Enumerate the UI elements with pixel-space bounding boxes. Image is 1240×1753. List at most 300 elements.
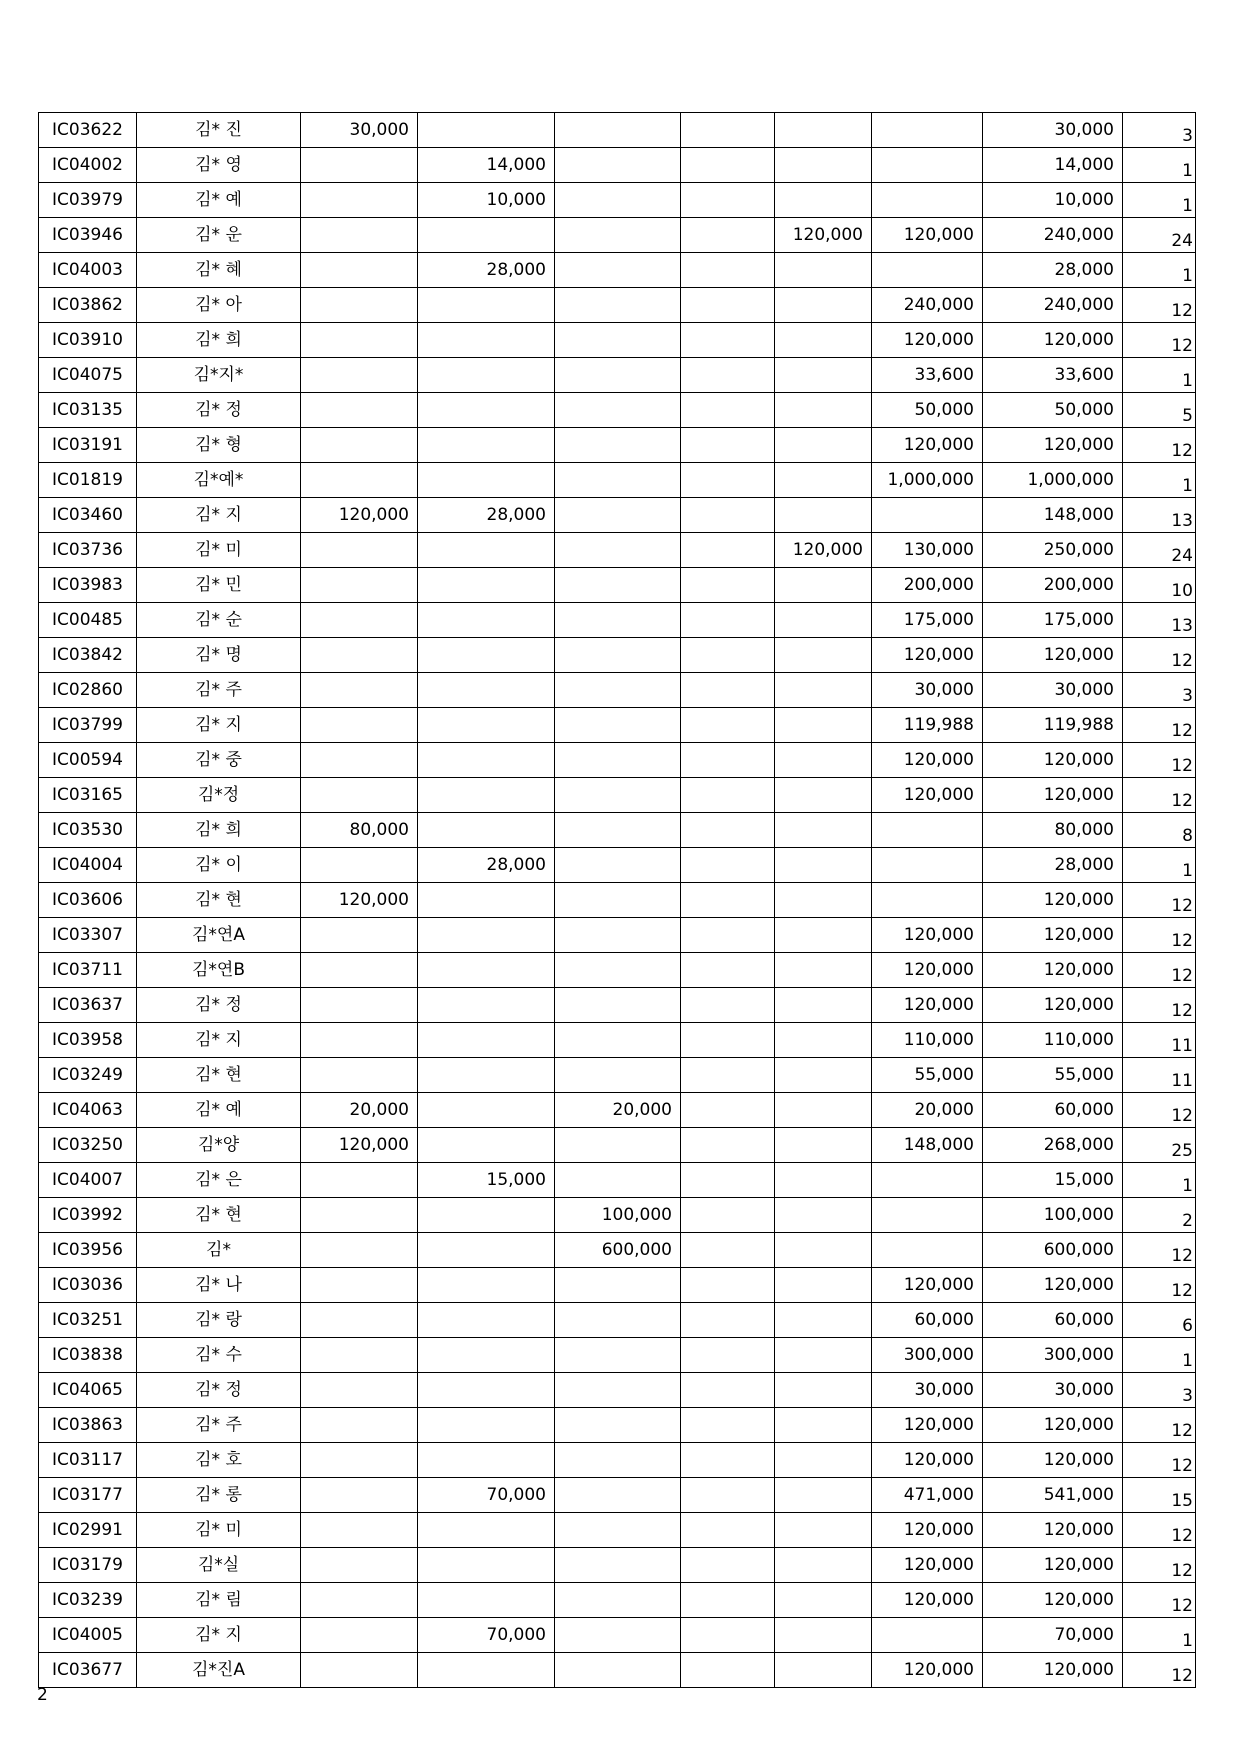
amount-cell-4 (681, 883, 775, 918)
amount-cell-3 (555, 813, 681, 848)
amount-cell-4 (681, 1058, 775, 1093)
amount-cell-3 (555, 1338, 681, 1373)
table-row (39, 533, 1196, 568)
amount-cell-6: 20,000 (872, 1093, 983, 1128)
table-row (39, 1338, 1196, 1373)
count-cell: 1 (1123, 1338, 1196, 1373)
amount-cell-5 (775, 1513, 872, 1548)
count-cell: 12 (1123, 323, 1196, 358)
amount-cell-4 (681, 1093, 775, 1128)
donation-table (38, 112, 1196, 1688)
name-cell: 김* 현 (137, 1198, 301, 1233)
amount-cell-3 (555, 1513, 681, 1548)
amount-cell-4 (681, 603, 775, 638)
total-cell: 14,000 (983, 148, 1123, 183)
amount-cell-5 (775, 848, 872, 883)
amount-cell-3 (555, 253, 681, 288)
amount-cell-6: 120,000 (872, 1513, 983, 1548)
amount-cell-4 (681, 113, 775, 148)
amount-cell-6: 300,000 (872, 1338, 983, 1373)
total-cell: 15,000 (983, 1163, 1123, 1198)
amount-cell-1 (301, 848, 418, 883)
amount-cell-5 (775, 778, 872, 813)
amount-cell-2 (418, 1268, 555, 1303)
amount-cell-5 (775, 358, 872, 393)
table-row (39, 148, 1196, 183)
amount-cell-5 (775, 1303, 872, 1338)
table-row (39, 778, 1196, 813)
name-cell: 김* 현 (137, 1058, 301, 1093)
amount-cell-5 (775, 1653, 872, 1688)
name-cell: 김* 주 (137, 673, 301, 708)
amount-cell-6: 120,000 (872, 743, 983, 778)
amount-cell-5 (775, 428, 872, 463)
count-cell: 12 (1123, 1443, 1196, 1478)
name-cell: 김* 중 (137, 743, 301, 778)
table-row (39, 358, 1196, 393)
amount-cell-3 (555, 1653, 681, 1688)
amount-cell-2 (418, 883, 555, 918)
amount-cell-3 (555, 1548, 681, 1583)
amount-cell-5: 120,000 (775, 218, 872, 253)
amount-cell-1 (301, 778, 418, 813)
amount-cell-3 (555, 533, 681, 568)
name-cell: 김*양 (137, 1128, 301, 1163)
amount-cell-1 (301, 743, 418, 778)
amount-cell-5 (775, 113, 872, 148)
total-cell: 100,000 (983, 1198, 1123, 1233)
count-cell: 1 (1123, 848, 1196, 883)
id-cell: IC03622 (39, 113, 137, 148)
table-row (39, 1583, 1196, 1618)
amount-cell-1 (301, 358, 418, 393)
amount-cell-4 (681, 358, 775, 393)
id-cell: IC03956 (39, 1233, 137, 1268)
amount-cell-2 (418, 1513, 555, 1548)
table-row (39, 113, 1196, 148)
name-cell: 김*정 (137, 778, 301, 813)
amount-cell-2 (418, 533, 555, 568)
amount-cell-5 (775, 148, 872, 183)
name-cell: 김* 정 (137, 988, 301, 1023)
id-cell: IC01819 (39, 463, 137, 498)
amount-cell-6 (872, 1233, 983, 1268)
total-cell: 120,000 (983, 1268, 1123, 1303)
count-cell: 24 (1123, 533, 1196, 568)
count-cell: 5 (1123, 393, 1196, 428)
amount-cell-3 (555, 1373, 681, 1408)
count-cell: 25 (1123, 1128, 1196, 1163)
table-row (39, 1163, 1196, 1198)
amount-cell-1 (301, 1653, 418, 1688)
amount-cell-6: 120,000 (872, 988, 983, 1023)
amount-cell-4 (681, 1653, 775, 1688)
count-cell: 12 (1123, 1653, 1196, 1688)
amount-cell-2: 28,000 (418, 253, 555, 288)
id-cell: IC04005 (39, 1618, 137, 1653)
count-cell: 12 (1123, 1513, 1196, 1548)
table-row (39, 288, 1196, 323)
amount-cell-2 (418, 1338, 555, 1373)
table-row (39, 218, 1196, 253)
name-cell: 김* 순 (137, 603, 301, 638)
count-cell: 1 (1123, 183, 1196, 218)
amount-cell-6: 130,000 (872, 533, 983, 568)
amount-cell-1 (301, 533, 418, 568)
id-cell: IC03799 (39, 708, 137, 743)
amount-cell-6: 60,000 (872, 1303, 983, 1338)
total-cell: 600,000 (983, 1233, 1123, 1268)
name-cell: 김* 호 (137, 1443, 301, 1478)
amount-cell-5 (775, 1408, 872, 1443)
amount-cell-3 (555, 393, 681, 428)
amount-cell-1 (301, 1443, 418, 1478)
count-cell: 12 (1123, 708, 1196, 743)
amount-cell-2 (418, 918, 555, 953)
amount-cell-5 (775, 743, 872, 778)
amount-cell-4 (681, 673, 775, 708)
amount-cell-6: 120,000 (872, 1408, 983, 1443)
count-cell: 1 (1123, 1618, 1196, 1653)
id-cell: IC03250 (39, 1128, 137, 1163)
amount-cell-2 (418, 1303, 555, 1338)
amount-cell-2: 28,000 (418, 498, 555, 533)
name-cell: 김*지* (137, 358, 301, 393)
table-row (39, 708, 1196, 743)
amount-cell-4 (681, 1373, 775, 1408)
amount-cell-2 (418, 1093, 555, 1128)
amount-cell-6: 120,000 (872, 428, 983, 463)
total-cell: 30,000 (983, 1373, 1123, 1408)
total-cell: 30,000 (983, 113, 1123, 148)
total-cell: 120,000 (983, 883, 1123, 918)
id-cell: IC04065 (39, 1373, 137, 1408)
amount-cell-3 (555, 498, 681, 533)
total-cell: 55,000 (983, 1058, 1123, 1093)
count-cell: 12 (1123, 1408, 1196, 1443)
table-row (39, 883, 1196, 918)
total-cell: 240,000 (983, 288, 1123, 323)
amount-cell-6: 30,000 (872, 673, 983, 708)
amount-cell-3 (555, 463, 681, 498)
table-row (39, 1513, 1196, 1548)
count-cell: 12 (1123, 1548, 1196, 1583)
amount-cell-2 (418, 463, 555, 498)
amount-cell-3 (555, 1618, 681, 1653)
amount-cell-6: 120,000 (872, 1583, 983, 1618)
amount-cell-1 (301, 1373, 418, 1408)
id-cell: IC03979 (39, 183, 137, 218)
total-cell: 50,000 (983, 393, 1123, 428)
table-row (39, 1618, 1196, 1653)
id-cell: IC03307 (39, 918, 137, 953)
amount-cell-2 (418, 1233, 555, 1268)
amount-cell-4 (681, 323, 775, 358)
total-cell: 120,000 (983, 1513, 1123, 1548)
id-cell: IC03862 (39, 288, 137, 323)
table-row (39, 848, 1196, 883)
amount-cell-6: 119,988 (872, 708, 983, 743)
id-cell: IC03179 (39, 1548, 137, 1583)
name-cell: 김* 희 (137, 323, 301, 358)
amount-cell-1 (301, 1233, 418, 1268)
amount-cell-5 (775, 638, 872, 673)
amount-cell-3: 20,000 (555, 1093, 681, 1128)
amount-cell-2 (418, 953, 555, 988)
amount-cell-6: 120,000 (872, 218, 983, 253)
total-cell: 70,000 (983, 1618, 1123, 1653)
id-cell: IC00485 (39, 603, 137, 638)
id-cell: IC03460 (39, 498, 137, 533)
id-cell: IC03992 (39, 1198, 137, 1233)
total-cell: 120,000 (983, 953, 1123, 988)
amount-cell-3 (555, 603, 681, 638)
count-cell: 12 (1123, 1233, 1196, 1268)
id-cell: IC00594 (39, 743, 137, 778)
table-row (39, 183, 1196, 218)
amount-cell-5 (775, 1548, 872, 1583)
amount-cell-5 (775, 1093, 872, 1128)
total-cell: 120,000 (983, 743, 1123, 778)
amount-cell-3 (555, 358, 681, 393)
id-cell: IC03637 (39, 988, 137, 1023)
table-row (39, 498, 1196, 533)
total-cell: 250,000 (983, 533, 1123, 568)
amount-cell-5: 120,000 (775, 533, 872, 568)
count-cell: 13 (1123, 498, 1196, 533)
table-row (39, 743, 1196, 778)
table-row (39, 953, 1196, 988)
amount-cell-1 (301, 603, 418, 638)
id-cell: IC03958 (39, 1023, 137, 1058)
amount-cell-3 (555, 743, 681, 778)
amount-cell-3 (555, 288, 681, 323)
amount-cell-6: 471,000 (872, 1478, 983, 1513)
amount-cell-4 (681, 813, 775, 848)
amount-cell-2: 15,000 (418, 1163, 555, 1198)
total-cell: 120,000 (983, 1443, 1123, 1478)
amount-cell-1 (301, 1163, 418, 1198)
id-cell: IC04007 (39, 1163, 137, 1198)
amount-cell-6 (872, 1163, 983, 1198)
total-cell: 60,000 (983, 1303, 1123, 1338)
amount-cell-5 (775, 253, 872, 288)
total-cell: 120,000 (983, 428, 1123, 463)
page-number: 2 (37, 1685, 48, 1705)
amount-cell-2 (418, 813, 555, 848)
amount-cell-3 (555, 1303, 681, 1338)
table-row (39, 1303, 1196, 1338)
amount-cell-6: 120,000 (872, 1268, 983, 1303)
name-cell: 김* 정 (137, 393, 301, 428)
amount-cell-5 (775, 393, 872, 428)
table-row (39, 253, 1196, 288)
amount-cell-3 (555, 1443, 681, 1478)
amount-cell-5 (775, 953, 872, 988)
amount-cell-6: 240,000 (872, 288, 983, 323)
amount-cell-2 (418, 1128, 555, 1163)
amount-cell-1: 30,000 (301, 113, 418, 148)
total-cell: 1,000,000 (983, 463, 1123, 498)
id-cell: IC03239 (39, 1583, 137, 1618)
amount-cell-2 (418, 1653, 555, 1688)
count-cell: 1 (1123, 1163, 1196, 1198)
id-cell: IC03863 (39, 1408, 137, 1443)
name-cell: 김* 명 (137, 638, 301, 673)
name-cell: 김*연A (137, 918, 301, 953)
count-cell: 12 (1123, 428, 1196, 463)
amount-cell-6 (872, 498, 983, 533)
amount-cell-2: 10,000 (418, 183, 555, 218)
amount-cell-2 (418, 1443, 555, 1478)
name-cell: 김* 영 (137, 148, 301, 183)
amount-cell-3 (555, 1128, 681, 1163)
total-cell: 175,000 (983, 603, 1123, 638)
amount-cell-4 (681, 253, 775, 288)
amount-cell-3 (555, 1023, 681, 1058)
name-cell: 김* 미 (137, 1513, 301, 1548)
name-cell: 김* 주 (137, 1408, 301, 1443)
total-cell: 120,000 (983, 1583, 1123, 1618)
table-row (39, 1093, 1196, 1128)
amount-cell-6: 55,000 (872, 1058, 983, 1093)
amount-cell-1: 80,000 (301, 813, 418, 848)
amount-cell-4 (681, 498, 775, 533)
id-cell: IC03983 (39, 568, 137, 603)
amount-cell-2 (418, 673, 555, 708)
amount-cell-5 (775, 1583, 872, 1618)
amount-cell-2 (418, 778, 555, 813)
amount-cell-2 (418, 743, 555, 778)
table-row (39, 1408, 1196, 1443)
amount-cell-3 (555, 1583, 681, 1618)
id-cell: IC02860 (39, 673, 137, 708)
amount-cell-4 (681, 918, 775, 953)
amount-cell-6: 120,000 (872, 1443, 983, 1478)
table-row (39, 988, 1196, 1023)
id-cell: IC04075 (39, 358, 137, 393)
table-row (39, 813, 1196, 848)
id-cell: IC03910 (39, 323, 137, 358)
amount-cell-6: 120,000 (872, 918, 983, 953)
amount-cell-1 (301, 428, 418, 463)
amount-cell-1 (301, 1513, 418, 1548)
name-cell: 김* 진 (137, 113, 301, 148)
table-row (39, 918, 1196, 953)
amount-cell-4 (681, 1618, 775, 1653)
amount-cell-3: 600,000 (555, 1233, 681, 1268)
total-cell: 119,988 (983, 708, 1123, 743)
amount-cell-5 (775, 1233, 872, 1268)
amount-cell-6: 148,000 (872, 1128, 983, 1163)
amount-cell-1: 120,000 (301, 1128, 418, 1163)
table-row (39, 1268, 1196, 1303)
name-cell: 김* 지 (137, 708, 301, 743)
amount-cell-2 (418, 113, 555, 148)
name-cell: 김* 희 (137, 813, 301, 848)
amount-cell-6: 120,000 (872, 1653, 983, 1688)
amount-cell-1 (301, 393, 418, 428)
table-row (39, 1058, 1196, 1093)
amount-cell-6 (872, 253, 983, 288)
amount-cell-4 (681, 1478, 775, 1513)
amount-cell-4 (681, 1548, 775, 1583)
amount-cell-1 (301, 673, 418, 708)
amount-cell-1 (301, 638, 418, 673)
amount-cell-4 (681, 1513, 775, 1548)
name-cell: 김* 예 (137, 1093, 301, 1128)
name-cell: 김* 민 (137, 568, 301, 603)
amount-cell-5 (775, 288, 872, 323)
amount-cell-6: 30,000 (872, 1373, 983, 1408)
amount-cell-6 (872, 1198, 983, 1233)
amount-cell-1 (301, 288, 418, 323)
amount-cell-1: 20,000 (301, 1093, 418, 1128)
count-cell: 2 (1123, 1198, 1196, 1233)
id-cell: IC03177 (39, 1478, 137, 1513)
count-cell: 3 (1123, 673, 1196, 708)
name-cell: 김* 지 (137, 1618, 301, 1653)
name-cell: 김* 랑 (137, 1303, 301, 1338)
amount-cell-4 (681, 1128, 775, 1163)
count-cell: 11 (1123, 1023, 1196, 1058)
amount-cell-5 (775, 1023, 872, 1058)
amount-cell-2 (418, 568, 555, 603)
amount-cell-1: 120,000 (301, 498, 418, 533)
count-cell: 15 (1123, 1478, 1196, 1513)
count-cell: 12 (1123, 1093, 1196, 1128)
name-cell: 김* 운 (137, 218, 301, 253)
amount-cell-1 (301, 1618, 418, 1653)
amount-cell-4 (681, 568, 775, 603)
name-cell: 김* 은 (137, 1163, 301, 1198)
name-cell: 김* 지 (137, 498, 301, 533)
count-cell: 12 (1123, 1583, 1196, 1618)
amount-cell-1 (301, 918, 418, 953)
total-cell: 120,000 (983, 638, 1123, 673)
count-cell: 12 (1123, 988, 1196, 1023)
amount-cell-3 (555, 883, 681, 918)
table-row (39, 568, 1196, 603)
amount-cell-4 (681, 288, 775, 323)
amount-cell-6: 120,000 (872, 953, 983, 988)
total-cell: 120,000 (983, 323, 1123, 358)
name-cell: 김* 롱 (137, 1478, 301, 1513)
amount-cell-1 (301, 988, 418, 1023)
amount-cell-1 (301, 1548, 418, 1583)
amount-cell-6: 50,000 (872, 393, 983, 428)
table-row (39, 1128, 1196, 1163)
total-cell: 148,000 (983, 498, 1123, 533)
id-cell: IC03117 (39, 1443, 137, 1478)
total-cell: 541,000 (983, 1478, 1123, 1513)
name-cell: 김* 현 (137, 883, 301, 918)
amount-cell-2: 70,000 (418, 1618, 555, 1653)
amount-cell-3 (555, 218, 681, 253)
name-cell: 김* 혜 (137, 253, 301, 288)
amount-cell-1 (301, 1338, 418, 1373)
id-cell: IC03711 (39, 953, 137, 988)
amount-cell-1 (301, 1198, 418, 1233)
id-cell: IC03036 (39, 1268, 137, 1303)
count-cell: 12 (1123, 638, 1196, 673)
count-cell: 12 (1123, 743, 1196, 778)
total-cell: 110,000 (983, 1023, 1123, 1058)
amount-cell-3 (555, 183, 681, 218)
name-cell: 김*예* (137, 463, 301, 498)
total-cell: 120,000 (983, 918, 1123, 953)
name-cell: 김* 이 (137, 848, 301, 883)
